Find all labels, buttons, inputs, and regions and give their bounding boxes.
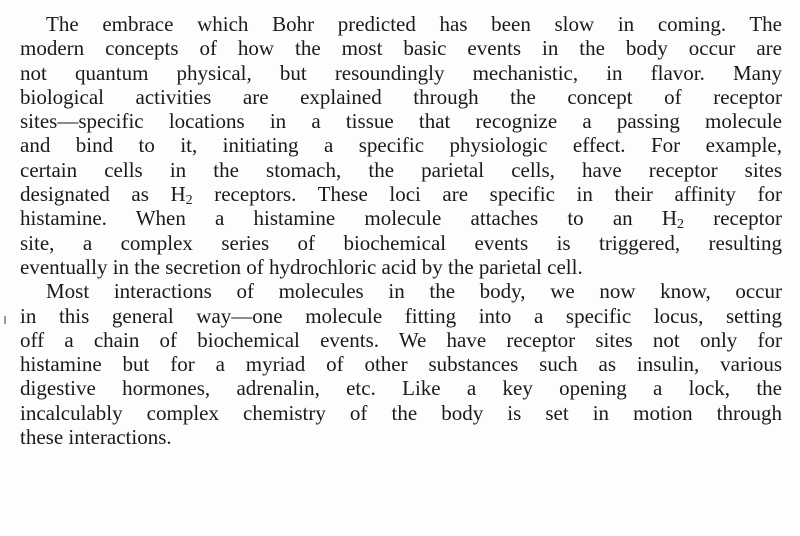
body-text: [20, 12, 782, 449]
text-line: eventually in the secretion of hydrochloric acid by the parietal cell.: [20, 254, 583, 279]
text-line: modern concepts of how the most basic events in the body occur are: [20, 36, 782, 61]
text-line: incalculably complex chemistry of the body is set in motion through: [20, 400, 782, 425]
text-fragment: histamine. When a histamine molecule attaches to an H: [20, 206, 678, 231]
text-line: these interactions.: [20, 425, 172, 450]
paragraph-2: [20, 279, 782, 449]
text-line: site, a complex series of biochemical events is triggered, resulting: [20, 230, 782, 255]
text-line: certain cells in the stomach, the parietal cells, have receptor sites: [20, 157, 782, 182]
text-line: histamine but for a myriad of other substances such as insulin, various: [20, 352, 782, 377]
subscript: 2: [185, 193, 193, 209]
text-line: biological activities are explained through the concept of receptor: [20, 84, 782, 109]
text-line: digestive hormones, adrenalin, etc. Like a key opening a lock, the: [20, 376, 782, 401]
text-line: [20, 182, 783, 209]
text-line: off a chain of biochemical events. We have receptor sites not only for: [20, 327, 782, 352]
text-line: The embrace which Bohr predicted has been slow in coming. The: [46, 12, 782, 36]
text-fragment: receptors. These loci are specific in their affinity for: [192, 182, 783, 207]
text-fragment: receptor: [684, 206, 782, 231]
subscript: 2: [677, 217, 685, 233]
text-line: Most interactions of molecules in the body, we now know, occur: [46, 279, 782, 304]
text-line: and bind to it, initiating a specific physiologic effect. For example,: [20, 133, 782, 158]
text-line: [20, 206, 782, 233]
margin-mark: [4, 316, 6, 324]
paragraph-1: [20, 12, 782, 279]
text-line: not quantum physical, but resoundingly mechanistic, in flavor. Many: [20, 60, 782, 85]
text-line: in this general way—one molecule fitting into a specific locus, setting: [20, 303, 782, 328]
text-line: sites—specific locations in a tissue that recognize a passing molecule: [20, 109, 782, 134]
text-fragment: designated as H: [20, 182, 186, 207]
